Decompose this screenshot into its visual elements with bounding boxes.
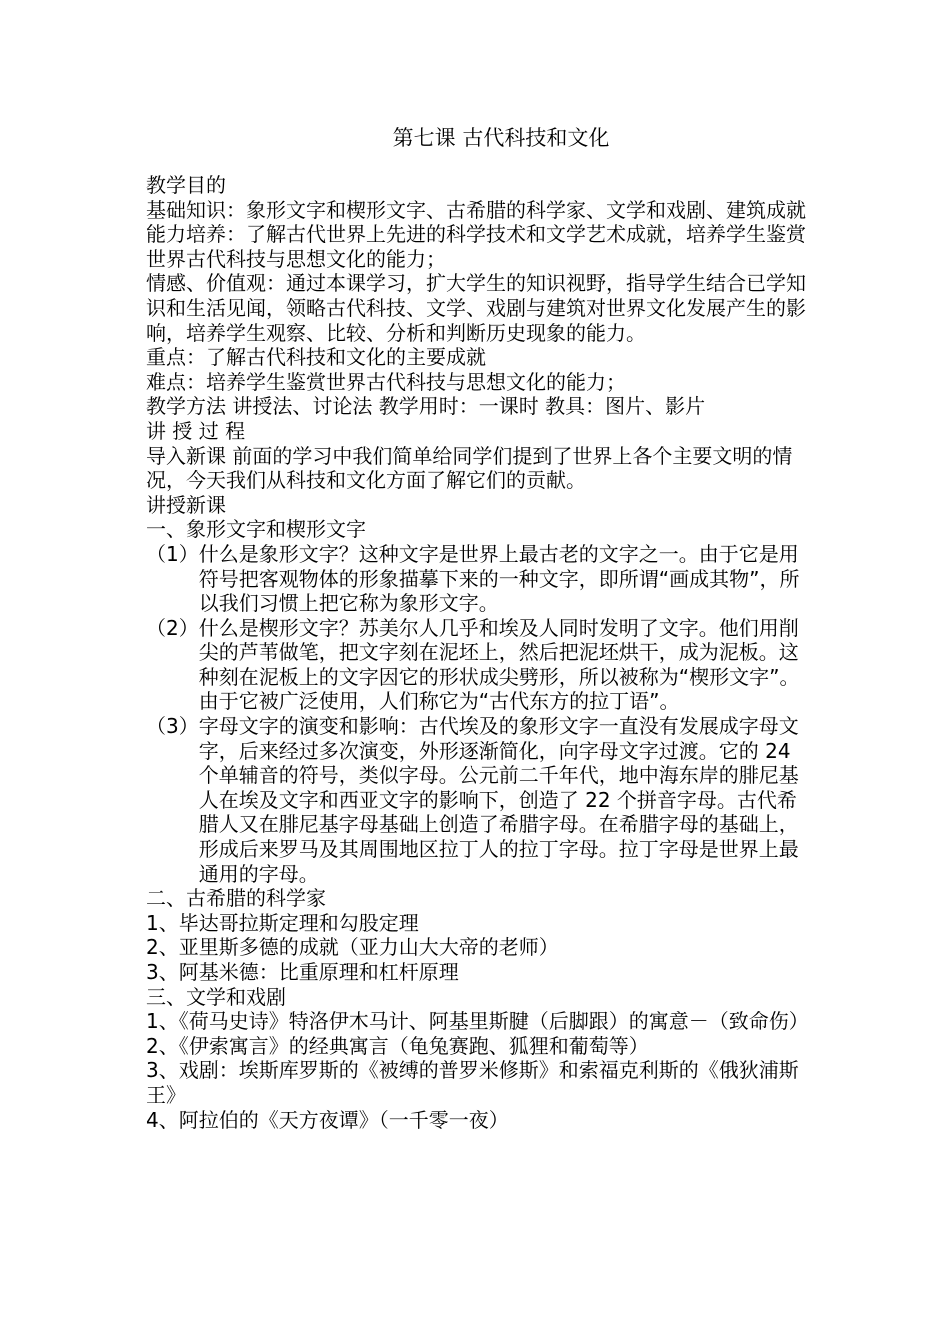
- list-item: [146, 542, 816, 616]
- list-item: 1、《荷马史诗》特洛伊木马计、阿基里斯腱（后脚跟）的寓意－（致命伤）: [146, 1009, 809, 1034]
- section-3-heading: 三、文学和戏剧: [146, 984, 286, 1009]
- list-item: 3、戏剧：埃斯库罗斯的《被缚的普罗米修斯》和索福克利斯的《俄狄浦斯王》: [146, 1058, 799, 1107]
- new-lesson-heading: 讲授新课: [146, 492, 226, 517]
- ability-line: 能力培养：了解古代世界上先进的科学技术和文学艺术成就，培养学生鉴赏世界古代科技与思想文化的能力；: [146, 222, 806, 271]
- list-item: [146, 616, 816, 714]
- emotion-line: 情感、价值观：通过本课学习，扩大学生的知识视野，指导学生结合已学知识和生活见闻，领略古代科技、文学、戏剧与建筑对世界文化发展产生的影响，培养学生观察、比较、分析和判断历史现象的能力。: [146, 271, 806, 345]
- difficult-point-line: 难点：培养学生鉴赏世界古代科技与思想文化的能力；: [146, 369, 626, 394]
- key-point-line: 重点：了解古代科技和文化的主要成就: [146, 345, 486, 370]
- process-heading: 讲 授 过 程: [146, 418, 246, 443]
- method-line: 教学方法 讲授法、讨论法 教学用时：一课时 教具：图片、影片: [146, 394, 706, 419]
- list-item: 1、毕达哥拉斯定理和勾股定理: [146, 910, 419, 935]
- list-item: 3、阿基米德：比重原理和杠杆原理: [146, 960, 459, 984]
- list-item: 2、亚里斯多德的成就（亚力山大大帝的老师）: [146, 935, 559, 960]
- section-2-heading: 二、古希腊的科学家: [146, 886, 326, 911]
- aim-heading: 教学目的: [146, 173, 226, 197]
- list-item-number: （3）: [146, 714, 199, 739]
- list-item-number: （1）: [146, 541, 199, 566]
- page-title: 第七课 古代科技和文化: [392, 126, 610, 150]
- list-item-number: （2）: [146, 615, 199, 640]
- basic-knowledge-line: 基础知识：象形文字和楔形文字、古希腊的科学家、文学和戏剧、建筑成就: [146, 197, 806, 222]
- intro-paragraph: 导入新课 前面的学习中我们简单给同学们提到了世界上各个主要文明的情况，今天我们从科技和文化方面了解它们的贡献。: [146, 443, 793, 493]
- list-item: 4、阿拉伯的《天方夜谭》（一千零一夜）: [146, 1107, 509, 1132]
- document-body: [146, 173, 816, 1132]
- list-item: 2、《伊索寓言》的经典寓言（龟兔赛跑、狐狸和葡萄等）: [146, 1033, 649, 1058]
- section-1-heading: 一、象形文字和楔形文字: [146, 517, 366, 542]
- list-item-text: 什么是象形文字？这种文字是世界上最古老的文字之一。由于它是用符号把客观物体的形象描摹下来的一种文字，即所谓“画成其物”，所以我们习惯上把它称为象形文字。: [198, 541, 800, 616]
- list-item: [146, 714, 816, 886]
- list-item-text: 什么是楔形文字？苏美尔人几乎和埃及人同时发明了文字。他们用削尖的芦苇做笔，把文字刻在泥坯上，然后把泥坯烘干，成为泥板。这种刻在泥板上的文字因它的形状成尖劈形，所以被称为“楔形文字”。由于它被广泛使用，人们称它为“古代东方的拉丁语”。: [198, 615, 800, 714]
- list-item-text: 字母文字的演变和影响：古代埃及的象形文字一直没有发展成字母文字，后来经过多次演变，外形逐渐简化，向字母文字过渡。它的 24 个单辅音的符号，类似字母。公元前二千年代，地中海东岸的腓尼基人在埃及文字和西亚文字的影响下，创造了 22 个拼音字母。古代希腊人又在腓尼基字母基础上创造了希腊字母。在希腊字母的基础上，形成后来罗马及其周围地区拉丁人的拉丁字母。拉丁字母是世界上最通用的字母。: [198, 714, 799, 886]
